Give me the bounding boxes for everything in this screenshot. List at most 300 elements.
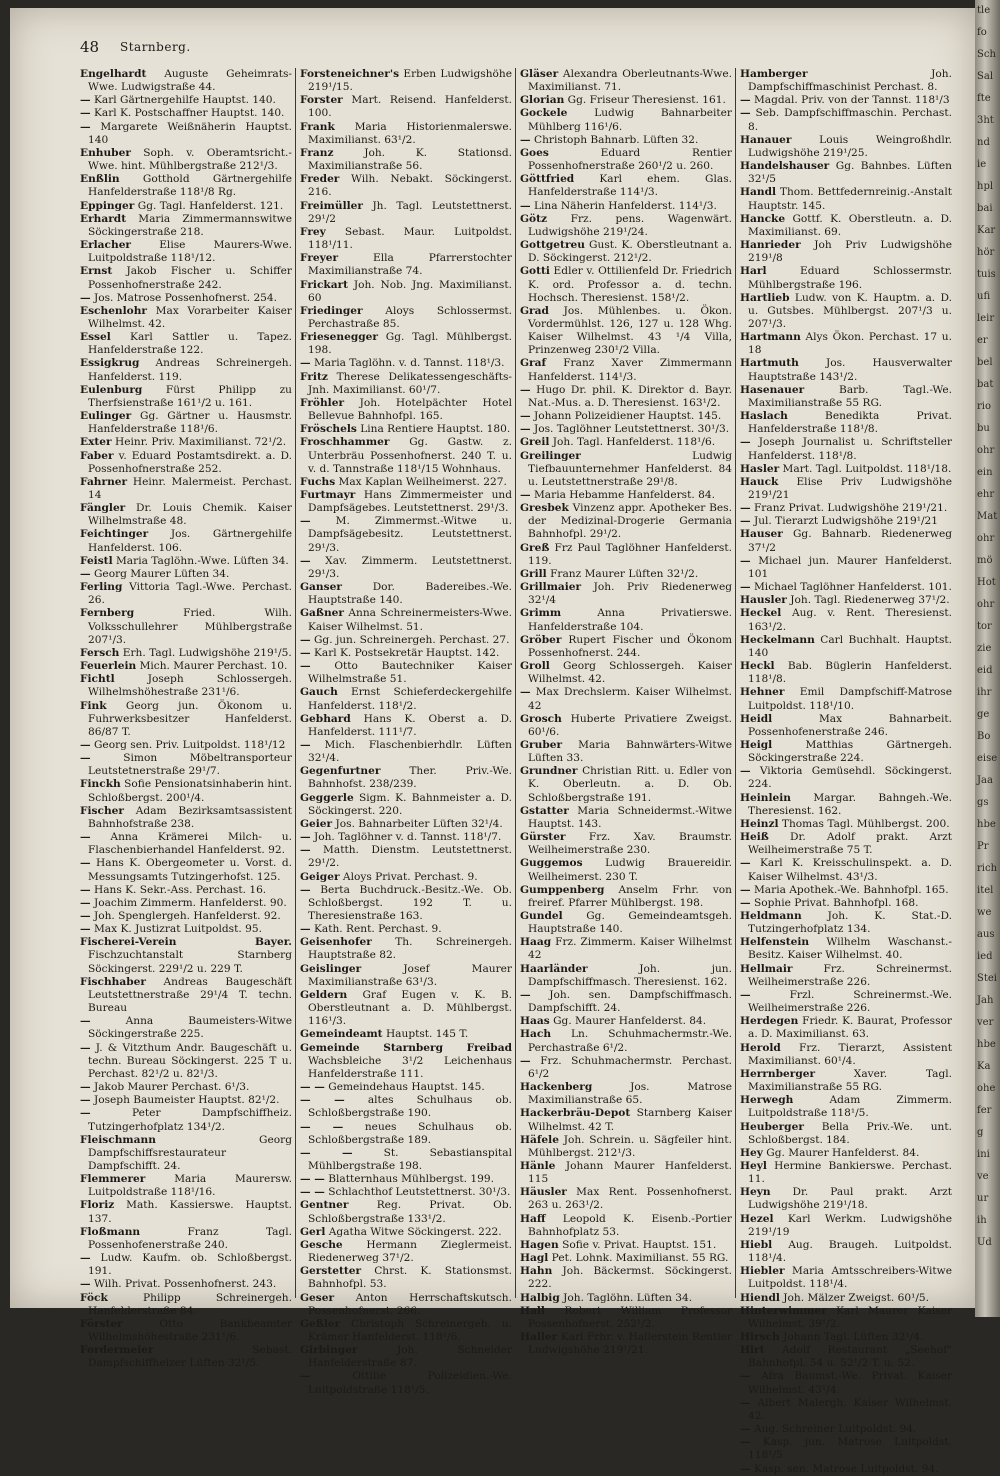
directory-entry	[80, 857, 292, 883]
entry-details: Jos. Matrose Possenhofnerst. 254.	[90, 291, 278, 304]
directory-entry	[80, 1042, 292, 1081]
edge-fragment: mö	[977, 555, 993, 566]
entry-name: Eulinger	[80, 410, 132, 423]
directory-entry	[740, 963, 952, 989]
entry-name: Hiebler	[740, 1265, 785, 1278]
entry-name: Fuchs	[300, 475, 336, 488]
directory-entry	[740, 186, 952, 212]
directory-entry	[520, 265, 732, 304]
entry-name: Heuberger	[740, 1120, 804, 1133]
entry-details: Lina Rentiere Hauptst. 180.	[356, 423, 511, 436]
entry-name: Feistl	[80, 554, 113, 567]
directory-entry	[300, 279, 512, 305]
entry-details: Joh Priv Ludwigshöhe 219¹/8	[748, 239, 952, 265]
entry-name: Helfenstein	[740, 936, 810, 949]
entry-details: Anna Baumeisters-Witwe Söckingerstraße 225.	[88, 1015, 292, 1041]
entry-name: —	[740, 1370, 751, 1383]
entry-name: Geggerle	[300, 791, 354, 804]
edge-fragment: Ka	[977, 1061, 991, 1072]
entry-details: Anselm Frhr. von freiref. Pfarrer Mühlbergst. 198.	[528, 883, 732, 909]
entry-details: Michael jun. Maurer Hanfelderst. 101	[748, 554, 952, 580]
directory-entry	[80, 436, 292, 449]
entry-details: Matth. Dienstm. Leutstettnerst. 29¹/2.	[308, 844, 512, 870]
entry-details: Karl ehem. Glas. Hanfelderstraße 114¹/3.	[528, 173, 732, 199]
directory-entry	[520, 739, 732, 765]
directory-entry	[300, 1344, 512, 1370]
directory-entry	[520, 765, 732, 804]
entry-details: Hermann Zieglermeist. Riedenerweg 37¹/2.	[308, 1238, 512, 1265]
directory-entry	[740, 1015, 952, 1041]
directory-entry	[520, 1015, 732, 1028]
entry-details: Franz Xaver Zimmermann Hanfelderst. 114¹/3.	[528, 357, 732, 383]
entry-details: Gottf. K. Oberstleutn. a. D. Maximilianst. 69.	[748, 212, 952, 238]
entry-details: Ludwig Brauereidir. Weilheimerst. 230 T.	[528, 857, 732, 883]
entry-name: Förster	[80, 1317, 123, 1330]
entry-details: Eduard Schlossermstr. Mühlbergstraße 196.	[748, 265, 952, 291]
entry-name: Hanrieder	[740, 239, 801, 252]
entry-details: Leopold K. Eisenb.-Portier Bahnhofplatz 53.	[528, 1212, 732, 1238]
entry-details: Huberte Privatiere Zweigst. 60¹/6.	[528, 712, 732, 738]
directory-entry	[300, 436, 512, 475]
directory-entry	[740, 265, 952, 291]
entry-details: Ella Pfarrerstochter Maximilianstraße 74.	[308, 252, 512, 278]
directory-entry	[520, 94, 732, 107]
entry-details: Joseph Baumeister Hauptst. 82¹/2.	[90, 1094, 280, 1107]
entry-details: Dr. Adolf prakt. Arzt Weilheimerstraße 75 T.	[748, 831, 952, 857]
directory-entry	[80, 1278, 292, 1291]
entry-name: —	[300, 515, 311, 528]
entry-name: Ernst	[80, 265, 113, 278]
entry-details: Pet. Lohnk. Maximilianst. 55 RG.	[548, 1252, 729, 1265]
entry-details: Joh. Tagl. Hanfelderst. 118¹/6.	[549, 436, 716, 449]
directory-entry	[300, 871, 512, 884]
directory-entry	[80, 700, 292, 739]
directory-entry	[300, 173, 512, 199]
entry-details: Aug. v. Rent. Theresienst. 163¹/2.	[748, 607, 952, 633]
entry-name: Gürster	[520, 831, 566, 844]
directory-entry	[80, 331, 292, 357]
entry-details: Karl K. Postschaffner Hauptst. 140.	[90, 107, 285, 120]
entry-name: Fink	[80, 699, 107, 712]
edge-fragment: Jaa	[977, 775, 993, 786]
edge-fragment: ehr	[977, 489, 995, 500]
directory-entry	[520, 147, 732, 173]
entry-details: Andreas Baugeschäft Leutstettnerstraße 29¹/4 T. techn. Bureau	[88, 975, 292, 1015]
directory-entry	[740, 765, 952, 791]
directory-entry	[300, 844, 512, 870]
entry-details: Johann Maurer Hanfelderst. 115	[528, 1159, 732, 1186]
entry-name: Erhardt	[80, 212, 127, 225]
entry-name: Ferling	[80, 581, 123, 594]
entry-details: Frz. Schuhmachermstr. Perchast. 6¹/2	[528, 1054, 732, 1080]
entry-name: —	[80, 1278, 91, 1291]
directory-entry	[740, 936, 952, 962]
entry-name: Handl	[740, 186, 777, 199]
directory-entry	[740, 436, 952, 462]
entry-name: Hellmair	[740, 962, 793, 975]
directory-entry	[740, 910, 952, 936]
directory-entry	[740, 160, 952, 186]
entry-details: Berta Buchdruck.-Besitz.-We. Ob. Schloßbergst. 192 T. u. Theresienstraße 163.	[308, 883, 512, 922]
entry-name: —	[80, 738, 91, 751]
directory-entry	[300, 1370, 512, 1396]
directory-entry	[300, 739, 512, 765]
entry-details: Wilh. Nebakt. Söckingerst. 216.	[308, 173, 512, 199]
directory-entry	[740, 607, 952, 633]
directory-entry	[740, 581, 952, 594]
directory-entry	[520, 1081, 732, 1107]
entry-name: Frank	[300, 120, 335, 133]
edge-fragment: fer	[977, 1105, 992, 1116]
entry-details: Th. Schreinergeh. Hauptstraße 82.	[308, 936, 512, 962]
entry-details: Adolf Restaurant „Seehof" Bahnhofpl. 54 u. 52¹/2 T. u. 52.	[748, 1344, 952, 1370]
entry-details: Georg sen. Priv. Luitpoldst. 118¹/12	[90, 738, 286, 751]
entry-details: Frz. Tierarzt, Assistent Maximilianst. 60¹/4.	[748, 1041, 952, 1067]
entry-name: —	[80, 120, 91, 133]
entry-details: Georg jun. Ökonom u. Fuhrwerksbesitzer Hanfelderst. 86/87 T.	[88, 699, 292, 738]
adjacent-page-edge	[975, 0, 1000, 1317]
entry-name: Gumppenberg	[520, 883, 605, 896]
directory-entry	[80, 357, 292, 383]
edge-fragment: Jah	[977, 995, 994, 1006]
entry-name: Forsteneichner's	[300, 68, 400, 80]
edge-fragment: aus	[977, 929, 995, 940]
entry-name: Gemeindeamt	[300, 1028, 383, 1041]
entry-details: Hermine Bankierswe. Perchast. 11.	[748, 1159, 952, 1186]
directory-column-2	[300, 68, 512, 1396]
entry-name: Faber	[80, 449, 114, 462]
entry-details: Therese Delikatessengeschäfts-Jnh. Maximilianst. 60¹/7.	[308, 370, 512, 396]
directory-entry	[520, 1055, 732, 1081]
entry-details: Joseph Journalist u. Schriftsteller Hanfelderst. 118¹/8.	[748, 436, 952, 462]
entry-details: Joh. jun. Dampfschiffmasch. Theresienst. 162.	[528, 962, 732, 988]
entry-details: Joh. Schrein. u. Sägfeiler hint. Mühlbergst. 212¹/3.	[528, 1133, 732, 1159]
column-rule	[295, 68, 296, 1298]
entry-details: Erben Ludwigshöhe 219¹/15.	[308, 68, 512, 94]
entry-details: Dr. Paul prakt. Arzt Ludwigshöhe 219¹/18.	[748, 1186, 952, 1212]
entry-name: —	[740, 581, 751, 594]
edge-fragment: ohe	[977, 1083, 996, 1094]
directory-entry	[300, 1318, 512, 1344]
entry-details: Karl K. Postsekretär Hauptst. 142.	[310, 646, 500, 659]
entry-details: Fischzuchtanstalt Starnberg Söckingerst. 229¹/2 u. 229 T.	[88, 949, 292, 975]
entry-name: Hiendl	[740, 1291, 780, 1304]
directory-entry	[300, 68, 512, 94]
entry-name: Föck	[80, 1291, 108, 1304]
entry-details: Aug. Braugeh. Luitpoldst. 118¹/4.	[748, 1238, 952, 1265]
entry-details: Jos. Taglöhner Leutstettnerst. 30¹/3.	[530, 423, 730, 436]
directory-entry	[740, 1160, 952, 1186]
entry-name: Finckh	[80, 778, 121, 791]
entry-name: Götz	[520, 212, 548, 225]
entry-name: Gockele	[520, 107, 568, 120]
entry-name: —	[740, 896, 751, 909]
entry-details: Graf Eugen v. K. B. Oberstleutnant a. D. Mühlbergst. 116¹/3.	[308, 988, 512, 1028]
directory-entry	[740, 1186, 952, 1212]
entry-details: Joh. Mälzer Zweigst. 60¹/5.	[779, 1291, 930, 1304]
entry-name: Exter	[80, 436, 112, 449]
entry-name: — —	[300, 1094, 345, 1107]
directory-entry	[300, 831, 512, 844]
entry-details: Gg. Bahnbes. Lüften 32¹/5	[748, 160, 952, 186]
entry-details: Jakob Fischer u. Schiffer Possenhofnerstraße 242.	[88, 265, 292, 291]
entry-name: —	[80, 857, 91, 870]
directory-entry	[520, 936, 732, 962]
directory-entry	[740, 357, 952, 383]
entry-name: Halbig	[520, 1291, 560, 1304]
directory-entry	[740, 792, 952, 818]
entry-details: Adam Zimmerm. Luitpoldstraße 118¹/5.	[748, 1094, 952, 1120]
entry-details: Ludw. Kaufm. ob. Schloßbergst. 191.	[88, 1252, 292, 1278]
edge-fragment: Kar	[977, 225, 996, 236]
entry-details: Hans K. Sekr.-Ass. Perchast. 16.	[90, 883, 267, 896]
entry-details: Mich. Flaschenbierhdlr. Lüften 32¹/4.	[308, 738, 512, 765]
entry-name: —	[80, 896, 91, 909]
entry-details: Maria Bahnwärters-Witwe Lüften 33.	[528, 738, 732, 765]
directory-entry	[300, 1292, 512, 1318]
directory-entry	[80, 1292, 292, 1318]
directory-entry	[300, 515, 512, 554]
directory-entry	[80, 805, 292, 831]
entry-details: Michael Taglöhner Hanfelderst. 101.	[750, 581, 952, 594]
entry-name: Haller	[520, 1331, 558, 1343]
entry-details: Wilhelm Waschanst.-Besitz. Kaiser Wilhelmst. 40.	[748, 936, 952, 962]
directory-entry	[300, 1121, 512, 1147]
entry-details: Maria Maurersw. Luitpoldstraße 118¹/16.	[88, 1173, 292, 1199]
entry-name: Hasenauer	[740, 383, 805, 396]
entry-details: Xaver. Tagl. Maximilianstraße 55 RG.	[748, 1067, 952, 1094]
edge-fragment: Bo	[977, 731, 991, 742]
directory-entry	[300, 581, 512, 607]
directory-entry	[300, 634, 512, 647]
entry-details: Dr. Louis Chemik. Kaiser Wilhelmstraße 48.	[88, 502, 292, 528]
entry-name: Ganser	[300, 581, 342, 594]
entry-details: Otto Bankbeamter Wilhelmshöhestraße 231¹/6.	[88, 1317, 292, 1343]
running-head: Starnberg.	[120, 40, 191, 54]
directory-entry	[520, 1305, 732, 1331]
entry-name: — —	[300, 1146, 353, 1159]
directory-entry	[740, 1397, 952, 1423]
entry-details: Carl Buchhalt. Hauptst. 140	[748, 633, 952, 659]
entry-details: Louis Weingroßhdlr. Ludwigshöhe 219¹/25.	[748, 133, 952, 159]
directory-entry	[300, 397, 512, 423]
entry-name: Engelhardt	[80, 68, 147, 80]
entry-name: Heinlein	[740, 791, 791, 804]
entry-name: Gerl	[300, 1225, 326, 1238]
entry-name: Gundel	[520, 910, 563, 922]
entry-details: Christoph Bahnarb. Lüften 32.	[530, 133, 699, 146]
entry-name: —	[520, 988, 531, 1001]
directory-entry	[80, 292, 292, 305]
entry-details: Christian Ritt. u. Edler von K. Oberleutn. a. D. Ob. Schloßbergstraße 191.	[528, 765, 732, 804]
directory-entry	[80, 528, 292, 554]
entry-details: Georg Schlossergeh. Kaiser Wilhelmst. 42.	[528, 660, 732, 686]
entry-details: Sigm. K. Bahnmeister a. D. Söckingerst. 220.	[308, 791, 512, 817]
directory-entry	[80, 107, 292, 120]
directory-entry	[80, 831, 292, 857]
entry-name: Hausler	[740, 594, 787, 607]
entry-details: M. Zimmermst.-Witwe u. Dampfsägebesitz. Leutstettnerst. 29¹/3.	[308, 515, 512, 554]
entry-details: Margar. Bahngeh.-We. Theresienst. 162.	[748, 791, 952, 817]
entry-details: Joh. Spenglergeh. Hanfelderst. 92.	[90, 910, 281, 922]
entry-details: Franz Maurer Lüften 32¹/2.	[546, 567, 699, 580]
entry-name: Franz	[300, 146, 334, 159]
entry-name: Geislinger	[300, 962, 362, 975]
directory-entry	[520, 581, 732, 607]
entry-name: Gotti	[520, 265, 550, 278]
entry-details: Hans K. Oberst a. D. Hanfelderst. 111¹/7.	[308, 712, 512, 738]
entry-name: Hirt	[740, 1344, 765, 1357]
entry-name: Hartmann	[740, 331, 801, 344]
directory-entry	[80, 673, 292, 699]
edge-fragment: ini	[977, 1149, 990, 1160]
directory-entry	[300, 1265, 512, 1291]
entry-name: —	[300, 357, 311, 370]
entry-details: Soph. v. Oberamtsricht.-Wwe. hint. Mühlbergstraße 212¹/3.	[88, 146, 292, 173]
entry-details: Joh. Tagl. Riedenerweg 37¹/2.	[786, 594, 950, 607]
directory-entry	[520, 686, 732, 712]
entry-details: St. Sebastianspital Mühlbergstraße 198.	[308, 1146, 512, 1172]
edge-fragment: tuis	[977, 269, 996, 280]
directory-entry	[300, 1081, 512, 1094]
entry-name: Gaßner	[300, 607, 344, 620]
entry-details: Philipp Schreinergeh. Hanfelderstraße 84.	[88, 1291, 292, 1317]
directory-entry	[80, 200, 292, 213]
edge-fragment: ufi	[977, 291, 991, 302]
directory-entry	[520, 1292, 732, 1305]
entry-details: Jos. Matrose Maximilianstraße 65.	[528, 1081, 732, 1107]
edge-fragment: 3ht	[977, 115, 994, 126]
entry-details: Ln. Schuhmachermstr.-We. Perchastraße 6¹/2.	[528, 1028, 732, 1054]
entry-details: Anna Krämerei Milch- u. Flaschenbierhandel Hanfelderst. 92.	[88, 831, 292, 857]
directory-entry	[80, 68, 292, 94]
entry-details: Andreas Schreinergeh. Hanfelderst. 119.	[88, 357, 292, 383]
entry-name: Guggemos	[520, 857, 583, 870]
entry-details: Joh. Priv Riedenerweg 32¹/4	[528, 581, 732, 607]
entry-name: Gebhard	[300, 712, 351, 725]
entry-details: Frzl. Schreinermst.-We. Weilheimerstraße 226.	[748, 988, 952, 1015]
entry-details: Ludwig Tiefbauunternehmer Hanfelderst. 84 u. Leutstettnerstraße 29¹/8.	[528, 449, 732, 488]
directory-entry	[520, 963, 732, 989]
directory-entry	[80, 910, 292, 923]
directory-entry	[300, 371, 512, 397]
directory-entry	[740, 239, 952, 265]
directory-entry	[520, 173, 732, 199]
entry-details: Vinzenz appr. Apotheker Bes. der Medizinal-Drogerie Germania Bahnhofpl. 29¹/2.	[528, 502, 732, 541]
entry-details: Emil Dampfschiff-Matrose Luitpoldst. 118¹/10.	[748, 686, 952, 712]
directory-entry	[80, 1094, 292, 1107]
entry-details: Franz Privat. Ludwigshöhe 219¹/21.	[750, 502, 948, 515]
entry-name: Hagen	[520, 1238, 559, 1251]
directory-entry	[740, 94, 952, 107]
entry-name: Fischer	[80, 804, 124, 817]
entry-details: Reg. Privat. Ob. Schloßbergstraße 133¹/2.	[308, 1199, 512, 1225]
entry-details: Gemeindehaus Hauptst. 145.	[324, 1081, 485, 1094]
entry-name: Haff	[520, 1212, 546, 1225]
directory-entry	[520, 1186, 732, 1212]
entry-details: Aloys Schlossermst. Perchastraße 85.	[308, 304, 512, 330]
entry-name: —	[80, 1015, 91, 1028]
entry-details: Magdal. Priv. von der Tannst. 118¹/3	[750, 94, 950, 107]
entry-details: J. & Vitzthum Andr. Baugeschäft u. techn. Bureau Söckingerst. 225 T u. Perchast. 82¹/2 u. 82¹/3.	[88, 1041, 292, 1080]
directory-entry	[520, 134, 732, 147]
entry-name: Goes	[520, 146, 549, 159]
directory-entry	[740, 1436, 952, 1462]
edge-fragment: hbe	[977, 1039, 996, 1050]
entry-details: Matthias Gärtnergeh. Söckingerstraße 224.	[748, 738, 952, 765]
entry-details: Gg. Tagl. Hanfelderst. 121.	[134, 199, 284, 212]
directory-entry	[300, 660, 512, 686]
directory-entry	[520, 1107, 732, 1133]
entry-name: Eulenburg	[80, 383, 143, 396]
entry-details: Gg. Friseur Theresienst. 161.	[564, 94, 726, 107]
directory-entry	[80, 884, 292, 897]
edge-fragment: rich	[977, 863, 998, 874]
entry-name: Gröber	[520, 633, 562, 646]
entry-details: Erh. Tagl. Ludwigshöhe 219¹/5.	[119, 646, 292, 659]
entry-name: Gentner	[300, 1199, 349, 1212]
directory-entry	[740, 107, 952, 133]
entry-details: v. Eduard Postamtsdirekt. a. D. Possenhofnerstraße 252.	[88, 449, 292, 475]
entry-name: Frey	[300, 225, 326, 238]
directory-entry	[740, 897, 952, 910]
entry-details: Georg Maurer Lüften 34.	[90, 567, 230, 580]
directory-entry	[300, 1147, 512, 1173]
entry-name: Frickart	[300, 278, 349, 291]
directory-entry	[300, 121, 512, 147]
entry-details: Chrst. K. Stationsmst. Bahnhofpl. 53.	[308, 1265, 512, 1291]
entry-details: Edler v. Ottilienfeld Dr. Friedrich K. ord. Professor a. d. techn. Hochsch. Theresienst. 158¹/2.	[528, 265, 732, 304]
entry-name: Grundner	[520, 765, 578, 778]
entry-name: Hey	[740, 1146, 763, 1159]
directory-entry	[80, 752, 292, 778]
entry-details: Jh. Tagl. Leutstettnerst. 29¹/2	[308, 199, 512, 225]
entry-details: Gg. Maurer Hanfelderst. 84.	[762, 1146, 920, 1159]
directory-entry	[520, 107, 732, 133]
directory-entry	[740, 1068, 952, 1094]
entry-details: Bab. Büglerin Hanfelderst. 118¹/8.	[748, 660, 952, 686]
directory-entry	[740, 410, 952, 436]
entry-name: Enßlin	[80, 173, 120, 186]
directory-entry	[80, 384, 292, 410]
entry-details: Simon Möbeltransporteur Leutstetnerstraße 29¹/7.	[88, 752, 292, 778]
entry-details: Gotthold Gärtnergehilfe Hanfelderstraße 118¹/8 Rg.	[88, 173, 292, 199]
edge-fragment: itel	[977, 885, 994, 896]
entry-details: Max Rent. Possenhofnerst. 263 u. 263¹/2.	[528, 1186, 732, 1212]
entry-name: —	[520, 133, 531, 146]
entry-name: Gesche	[300, 1238, 343, 1251]
entry-name: Hiebl	[740, 1238, 773, 1251]
entry-name: Hackerbräu-Depot	[520, 1107, 631, 1120]
entry-name: — —	[300, 1186, 325, 1199]
entry-name: Hall	[520, 1304, 545, 1317]
entry-name: —	[520, 686, 531, 699]
entry-name: Furtmayr	[300, 489, 356, 501]
directory-column-4	[740, 68, 952, 1475]
directory-entry	[80, 476, 292, 502]
directory-entry	[520, 1134, 732, 1160]
entry-name: Grill	[520, 567, 547, 580]
directory-entry	[300, 1226, 512, 1239]
entry-name: Hauck	[740, 475, 779, 488]
entry-details: Karl K. Kreisschulinspekt. a. D. Kaiser Wilhelmst. 43¹/3.	[748, 857, 952, 883]
entry-details: Thom. Bettfedernreinig.-Anstalt Hauptstr. 145.	[748, 186, 952, 212]
edge-fragment: bu	[977, 423, 990, 434]
edge-fragment: zie	[977, 643, 992, 654]
directory-entry	[740, 686, 952, 712]
edge-fragment: eid	[977, 665, 993, 676]
directory-entry	[740, 528, 952, 554]
